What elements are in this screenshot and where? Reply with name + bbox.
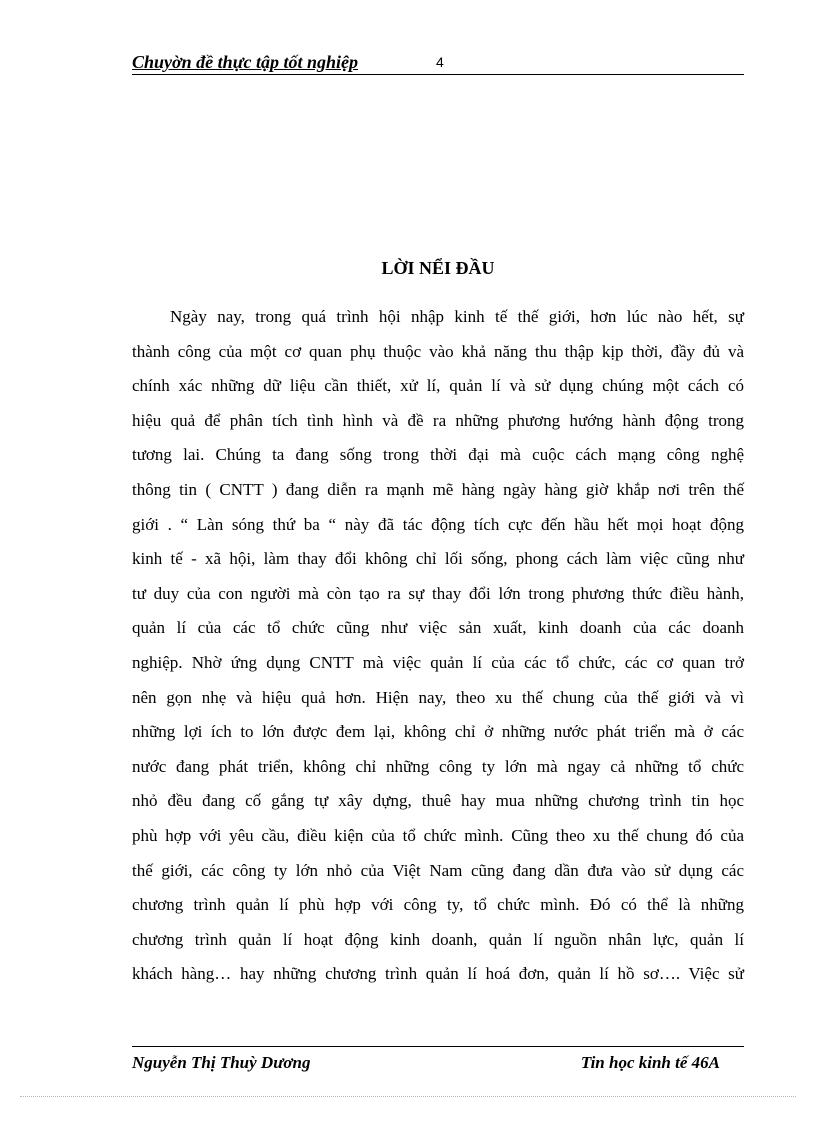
paragraph-line: nên gọn nhẹ và hiệu quả hơn. Hiện nay, theo xu thế chung của thế giới và vì [132, 687, 744, 707]
footer-class: Tin học kinh tế 46A [580, 1053, 720, 1072]
paragraph-line: tương lai. Chúng ta đang sống trong thời đại mà cuộc cách mạng công nghệ [132, 445, 744, 465]
page-edge-divider [20, 1096, 796, 1097]
paragraph-line: Ngày nay, trong quá trình hội nhập kinh tế thế giới, hơn lúc nào hết, sự [170, 307, 744, 326]
paragraph-line: phù hợp với yêu cầu, điều kiện của tổ chức mình. Cũng theo xu thế chung đó của [132, 825, 744, 845]
paragraph-line: kinh tế - xã hội, làm thay đổi không chỉ lối sống, phong cách làm việc cũng như [132, 549, 744, 569]
paragraph-line: chính xác những dữ liệu cần thiết, xử lí, quản lí và sử dụng chúng một cách có [132, 376, 744, 396]
paragraph-line: tư duy của con người mà còn tạo ra sự thay đổi lớn trong phương thức điều hành, [132, 583, 744, 603]
page-footer [132, 1046, 744, 1077]
paragraph-line: thế giới, các công ty lớn nhỏ của Việt Nam cũng đang dần đưa vào sử dụng các [132, 860, 744, 880]
paragraph-line: khách hàng… hay những chương trình quản lí hoá đơn, quản lí hồ sơ…. Việc sử [132, 964, 744, 984]
page-number: 4 [436, 54, 444, 70]
paragraph-line: chương trình quản lí phù hợp với công ty, tổ chức mình. Đó có thể là những [132, 895, 744, 915]
paragraph-line: hiệu quả để phân tích tình hình và đề ra những phương hướng hành động trong [132, 410, 744, 430]
paragraph-line: nhỏ đều đang cố gắng tự xây dựng, thuê hay mua những chương trình tin học [132, 791, 744, 811]
paragraph-line: thành công của một cơ quan phụ thuộc vào khả năng thu thập kịp thời, đầy đủ và [132, 341, 744, 361]
header-title: Chuyờn đề thực tập tốt nghiệp [132, 52, 358, 72]
paragraph-line: nước đang phát triển, không chỉ những công ty lớn mà ngay cả những tổ chức [132, 756, 744, 776]
footer-author: Nguyễn Thị Thuỳ Dương [132, 1053, 311, 1072]
paragraph-line: những lợi ích to lớn được đem lại, không chỉ ở những nước phát triển mà ở các [132, 722, 744, 742]
page-header [132, 50, 744, 75]
paragraph-line: quản lí của các tổ chức cũng như việc sản xuất, kinh doanh của các doanh [132, 618, 744, 638]
paragraph-line: chương trình quản lí hoạt động kinh doanh, quản lí nguồn nhân lực, quản lí [132, 929, 744, 949]
paragraph-line: giới . “ Làn sóng thứ ba “ này đã tác động tích cực đến hầu hết mọi hoạt động [132, 514, 744, 534]
paragraph-line: thông tin ( CNTT ) đang diễn ra mạnh mẽ hàng ngày hàng giờ khắp nơi trên thế [132, 479, 744, 499]
body-paragraph [132, 300, 744, 992]
section-title: LỜI NỂI ĐẦU [381, 258, 495, 278]
paragraph-line: nghiệp. Nhờ ứng dụng CNTT mà việc quản lí của các tổ chức, các cơ quan trở [132, 652, 744, 672]
